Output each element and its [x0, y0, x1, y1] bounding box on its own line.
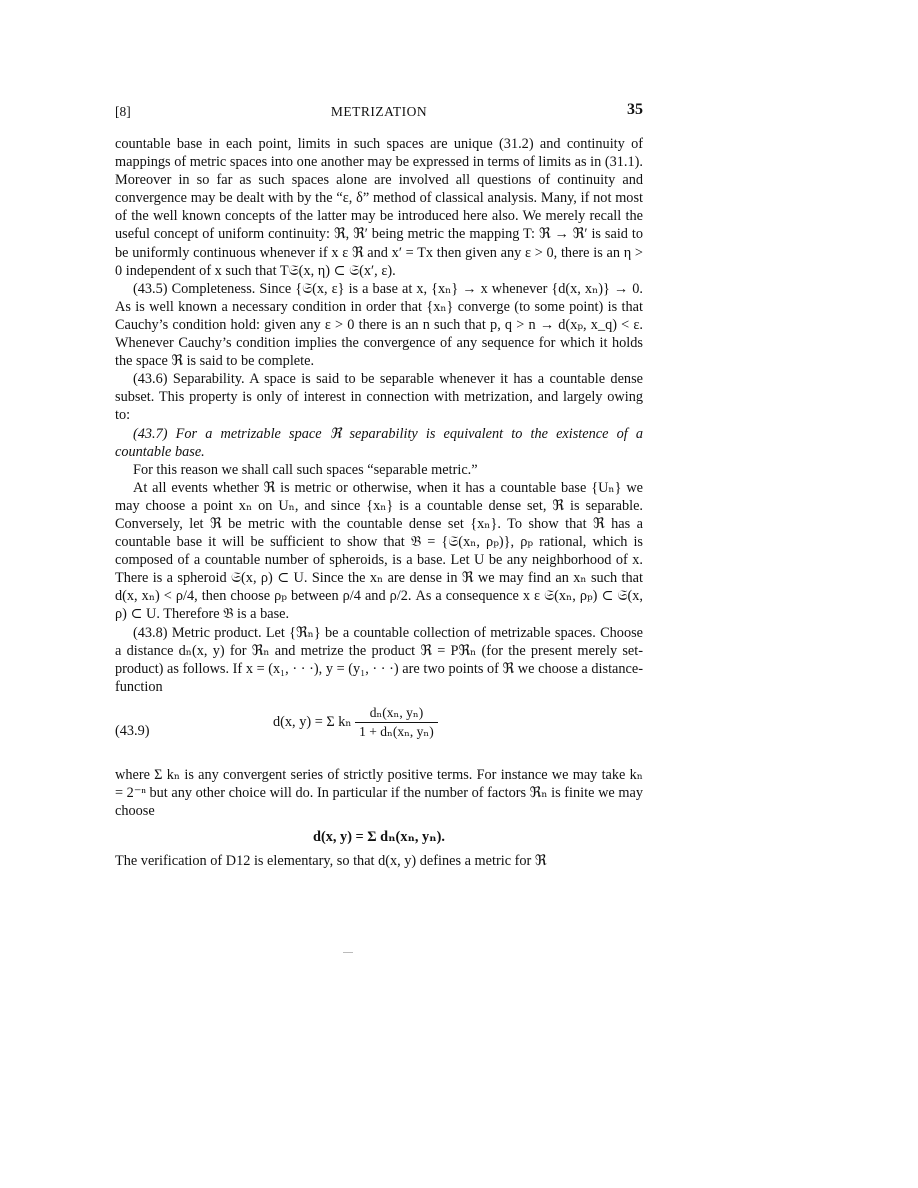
paragraph-completeness: (43.5) Completeness. Since {𝔖(x, ε} is a base at x, {xₙ} → x whenever {d(x, xₙ)} → 0. As is well known a necessary condition in order that {xₙ} converge (to some point) is that Cauchy’s condition hold: given any ε > 0 there is an n such that p, q > n → d(xₚ, x_q) < ε. Whenever Cauchy’s condition implies the convergence of any sequence for which it holds the space ℜ is said to be complete.: [115, 280, 643, 370]
fraction-numerator: dₙ(xₙ, yₙ): [369, 704, 424, 720]
equation-43-9: [115, 704, 643, 760]
equation-lhs: d(x, y) = Σ kₙ: [273, 713, 352, 730]
paragraph-separability: (43.6) Separability. A space is said to be separable whenever it has a countable dense subset. This property is only of interest in connection with metrization, and largely owing to:: [115, 371, 643, 424]
equation-body: [273, 704, 438, 741]
chapter-title: METRIZATION: [330, 104, 428, 119]
equation-fraction: [355, 704, 438, 741]
page-number: 35: [627, 101, 643, 118]
paragraph-uniform-continuity: countable base in each point, limits in such spaces are unique (31.2) and continuity of mappings of metric spaces into one another may be expressed in terms of limits as in (31.1). Moreover in so far as such spaces alone are involved all questions of continuity and convergence may be dealt with by the “ε, δ” method of classical analysis. Many, if not most of the well known concepts of the latter may be introduced here also. We merely recall the useful concept of uniform continuity: ℜ, ℜ′ being metric the mapping T: ℜ → ℜ′ is said to be uniformly continuous whenever if x ε ℜ and x′ = Tx then given any ε > 0, there is an η > 0 independent of x such that T𝔖(x, η) ⊂ 𝔖(x′, ε).: [115, 136, 643, 279]
equation-finite-sum: d(x, y) = Σ dₙ(xₙ, yₙ).: [313, 829, 445, 846]
main-text: [115, 135, 643, 870]
equation-number: (43.9): [115, 722, 150, 739]
paragraph-proof: At all events whether ℜ is metric or otherwise, when it has a countable base {Uₙ} we may choose a point xₙ on Uₙ, and since {xₙ} is a countable dense set, ℜ is separable. Conversely, let ℜ be metric with the countable dense set {xₙ}. To show that ℜ has a countable base it will be sufficient to show that 𝔅 = {𝔖(xₙ, ρₚ)}, ρₚ rational, which is composed of a countable number of spheroids, is a base. Let U be any neighborhood of x. There is a spheroid 𝔖(x, ρ) ⊂ U. Since the xₙ are dense in ℜ we may find an xₙ such that d(x, xₙ) < ρ/4, then choose ρₚ between ρ/4 and ρ/2. As a consequence x ε 𝔖(xₙ, ρₚ) ⊂ 𝔖(x, ρ) ⊂ U. Therefore 𝔅 is a base.: [115, 479, 643, 623]
section-marker: [8]: [115, 104, 131, 119]
paragraph-metric-product: (43.8) Metric product. Let {ℜₙ} be a countable collection of metrizable spaces. Choose a distance dₙ(x, y) for ℜₙ and metrize the product ℜ = Pℜₙ (for the present merely set-product) as follows. If x = (x₁, · · ·), y = (y₁, · · ·) are two points of ℜ we choose a distance-function: [115, 624, 643, 695]
fraction-denominator: 1 + dₙ(xₙ, yₙ): [355, 722, 438, 741]
page-artifact-mark: [343, 952, 353, 953]
theorem-43-7: (43.7) For a metrizable space ℜ separability is equivalent to the existence of a countable base.: [115, 425, 643, 460]
paragraph-separable-metric: For this reason we shall call such spaces “separable metric.”: [133, 461, 478, 478]
paragraph-verification: The verification of D12 is elementary, so that d(x, y) defines a metric for ℜ: [115, 853, 547, 870]
running-header: [115, 101, 643, 121]
paragraph-convergent-series: where Σ kₙ is any convergent series of strictly positive terms. For instance we may take kₙ = 2⁻ⁿ but any other choice will do. In particular if the number of factors ℜₙ is finite we may choose: [115, 766, 643, 820]
